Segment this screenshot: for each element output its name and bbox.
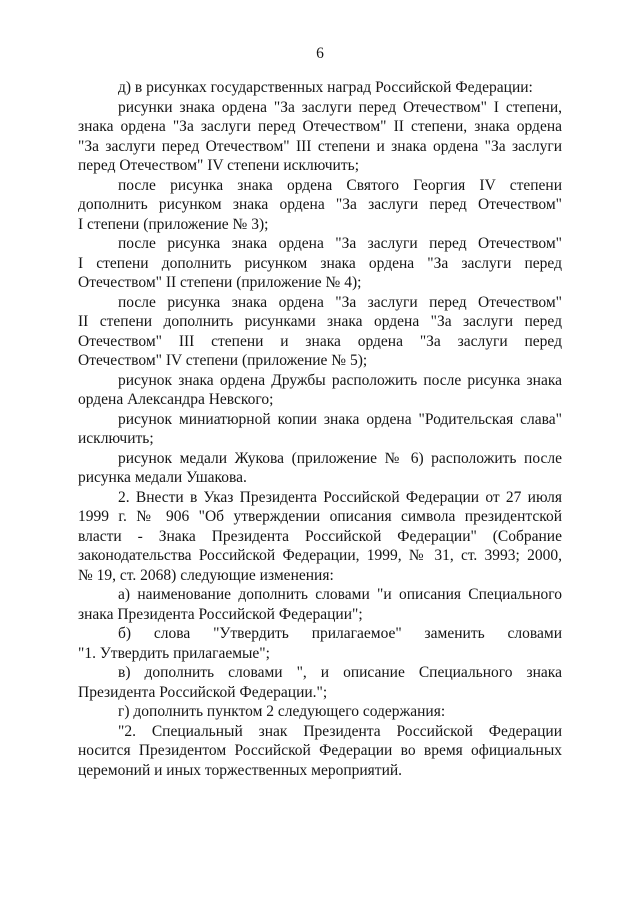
- paragraph: [78, 702, 562, 722]
- paragraph: [78, 176, 562, 235]
- text-line: б) слова "Утвердить прилагаемое" заменить словами: [118, 625, 562, 642]
- paragraph: [78, 624, 562, 663]
- paragraph: [78, 663, 562, 702]
- text-line: а) наименование дополнить словами "и описания Специального: [118, 586, 562, 603]
- text-line: I степени (приложение № 3);: [78, 215, 269, 233]
- paragraph: [78, 449, 562, 488]
- paragraph: [78, 78, 562, 98]
- text-line: ордена Александра Невского;: [78, 391, 274, 408]
- text-line: после рисунка знака ордена Святого Георгия IV степени: [118, 176, 562, 194]
- text-line: рисунки знака ордена "За заслуги перед Отечеством" I степени,: [118, 98, 562, 116]
- text-line: рисунок знака ордена Дружбы расположить после рисунка знака: [118, 371, 562, 389]
- text-line: знака Президента Российской Федерации";: [78, 605, 363, 623]
- paragraph: [78, 410, 562, 449]
- text-line: "За заслуги перед Отечеством" III степени и знака ордена "За заслуги: [78, 137, 562, 155]
- text-line: д) в рисунках государственных наград Российской Федерации:: [118, 79, 533, 96]
- text-line: 1999 г. № 906 "Об утверждении описания символа президентской: [78, 508, 562, 525]
- document-body: [78, 78, 562, 780]
- text-line: "1. Утвердить прилагаемые";: [78, 644, 270, 662]
- text-line: рисунок миниатюрной копии знака ордена "Родительская слава": [118, 410, 562, 428]
- paragraph: [78, 371, 562, 410]
- text-line: дополнить рисунком знака ордена "За заслуги перед Отечеством": [78, 196, 562, 213]
- text-line: после рисунка знака ордена "За заслуги перед Отечеством": [118, 235, 562, 252]
- text-line: знака ордена "За заслуги перед Отечеством" II степени, знака ордена: [78, 118, 562, 135]
- text-line: "2. Специальный знак Президента Российской Федерации: [118, 722, 562, 740]
- text-line: в) дополнить словами ", и описание Специального знака: [118, 664, 562, 681]
- text-line: г) дополнить пунктом 2 следующего содержания:: [118, 703, 446, 720]
- page-number: 6: [316, 45, 324, 62]
- text-line: после рисунка знака ордена "За заслуги перед Отечеством": [118, 293, 562, 311]
- paragraph: [78, 234, 562, 293]
- paragraph: [78, 585, 562, 624]
- text-line: власти - Знака Президента Российской Федерации" (Собрание: [78, 527, 562, 545]
- text-line: Отечеством" IV степени (приложение № 5);: [78, 352, 368, 369]
- text-line: законодательства Российской Федерации, 1999, № 31, ст. 3993; 2000,: [78, 547, 562, 564]
- paragraph: [78, 722, 562, 781]
- text-line: Отечеством" II степени (приложение № 4);: [78, 274, 362, 291]
- text-line: 2. Внести в Указ Президента Российской Федерации от 27 июля: [118, 488, 562, 506]
- text-line: исключить;: [78, 430, 154, 447]
- paragraph: [78, 293, 562, 371]
- paragraph: [78, 488, 562, 586]
- text-line: I степени дополнить рисунком знака ордена "За заслуги перед: [78, 254, 562, 272]
- text-line: Президента Российской Федерации.";: [78, 683, 328, 701]
- text-line: II степени дополнить рисунками знака ордена "За заслуги перед: [78, 313, 562, 330]
- text-line: перед Отечеством" IV степени исключить;: [78, 157, 360, 174]
- text-line: церемоний и иных торжественных мероприятий.: [78, 761, 403, 779]
- text-line: № 19, ст. 2068) следующие изменения:: [78, 566, 334, 584]
- paragraph: [78, 98, 562, 176]
- text-line: рисунка медали Ушакова.: [78, 469, 247, 486]
- text-line: носится Президентом Российской Федерации во время официальных: [78, 742, 562, 759]
- text-line: Отечеством" III степени и знака ордена "За заслуги перед: [78, 332, 562, 350]
- text-line: рисунок медали Жукова (приложение № 6) расположить после: [118, 449, 562, 467]
